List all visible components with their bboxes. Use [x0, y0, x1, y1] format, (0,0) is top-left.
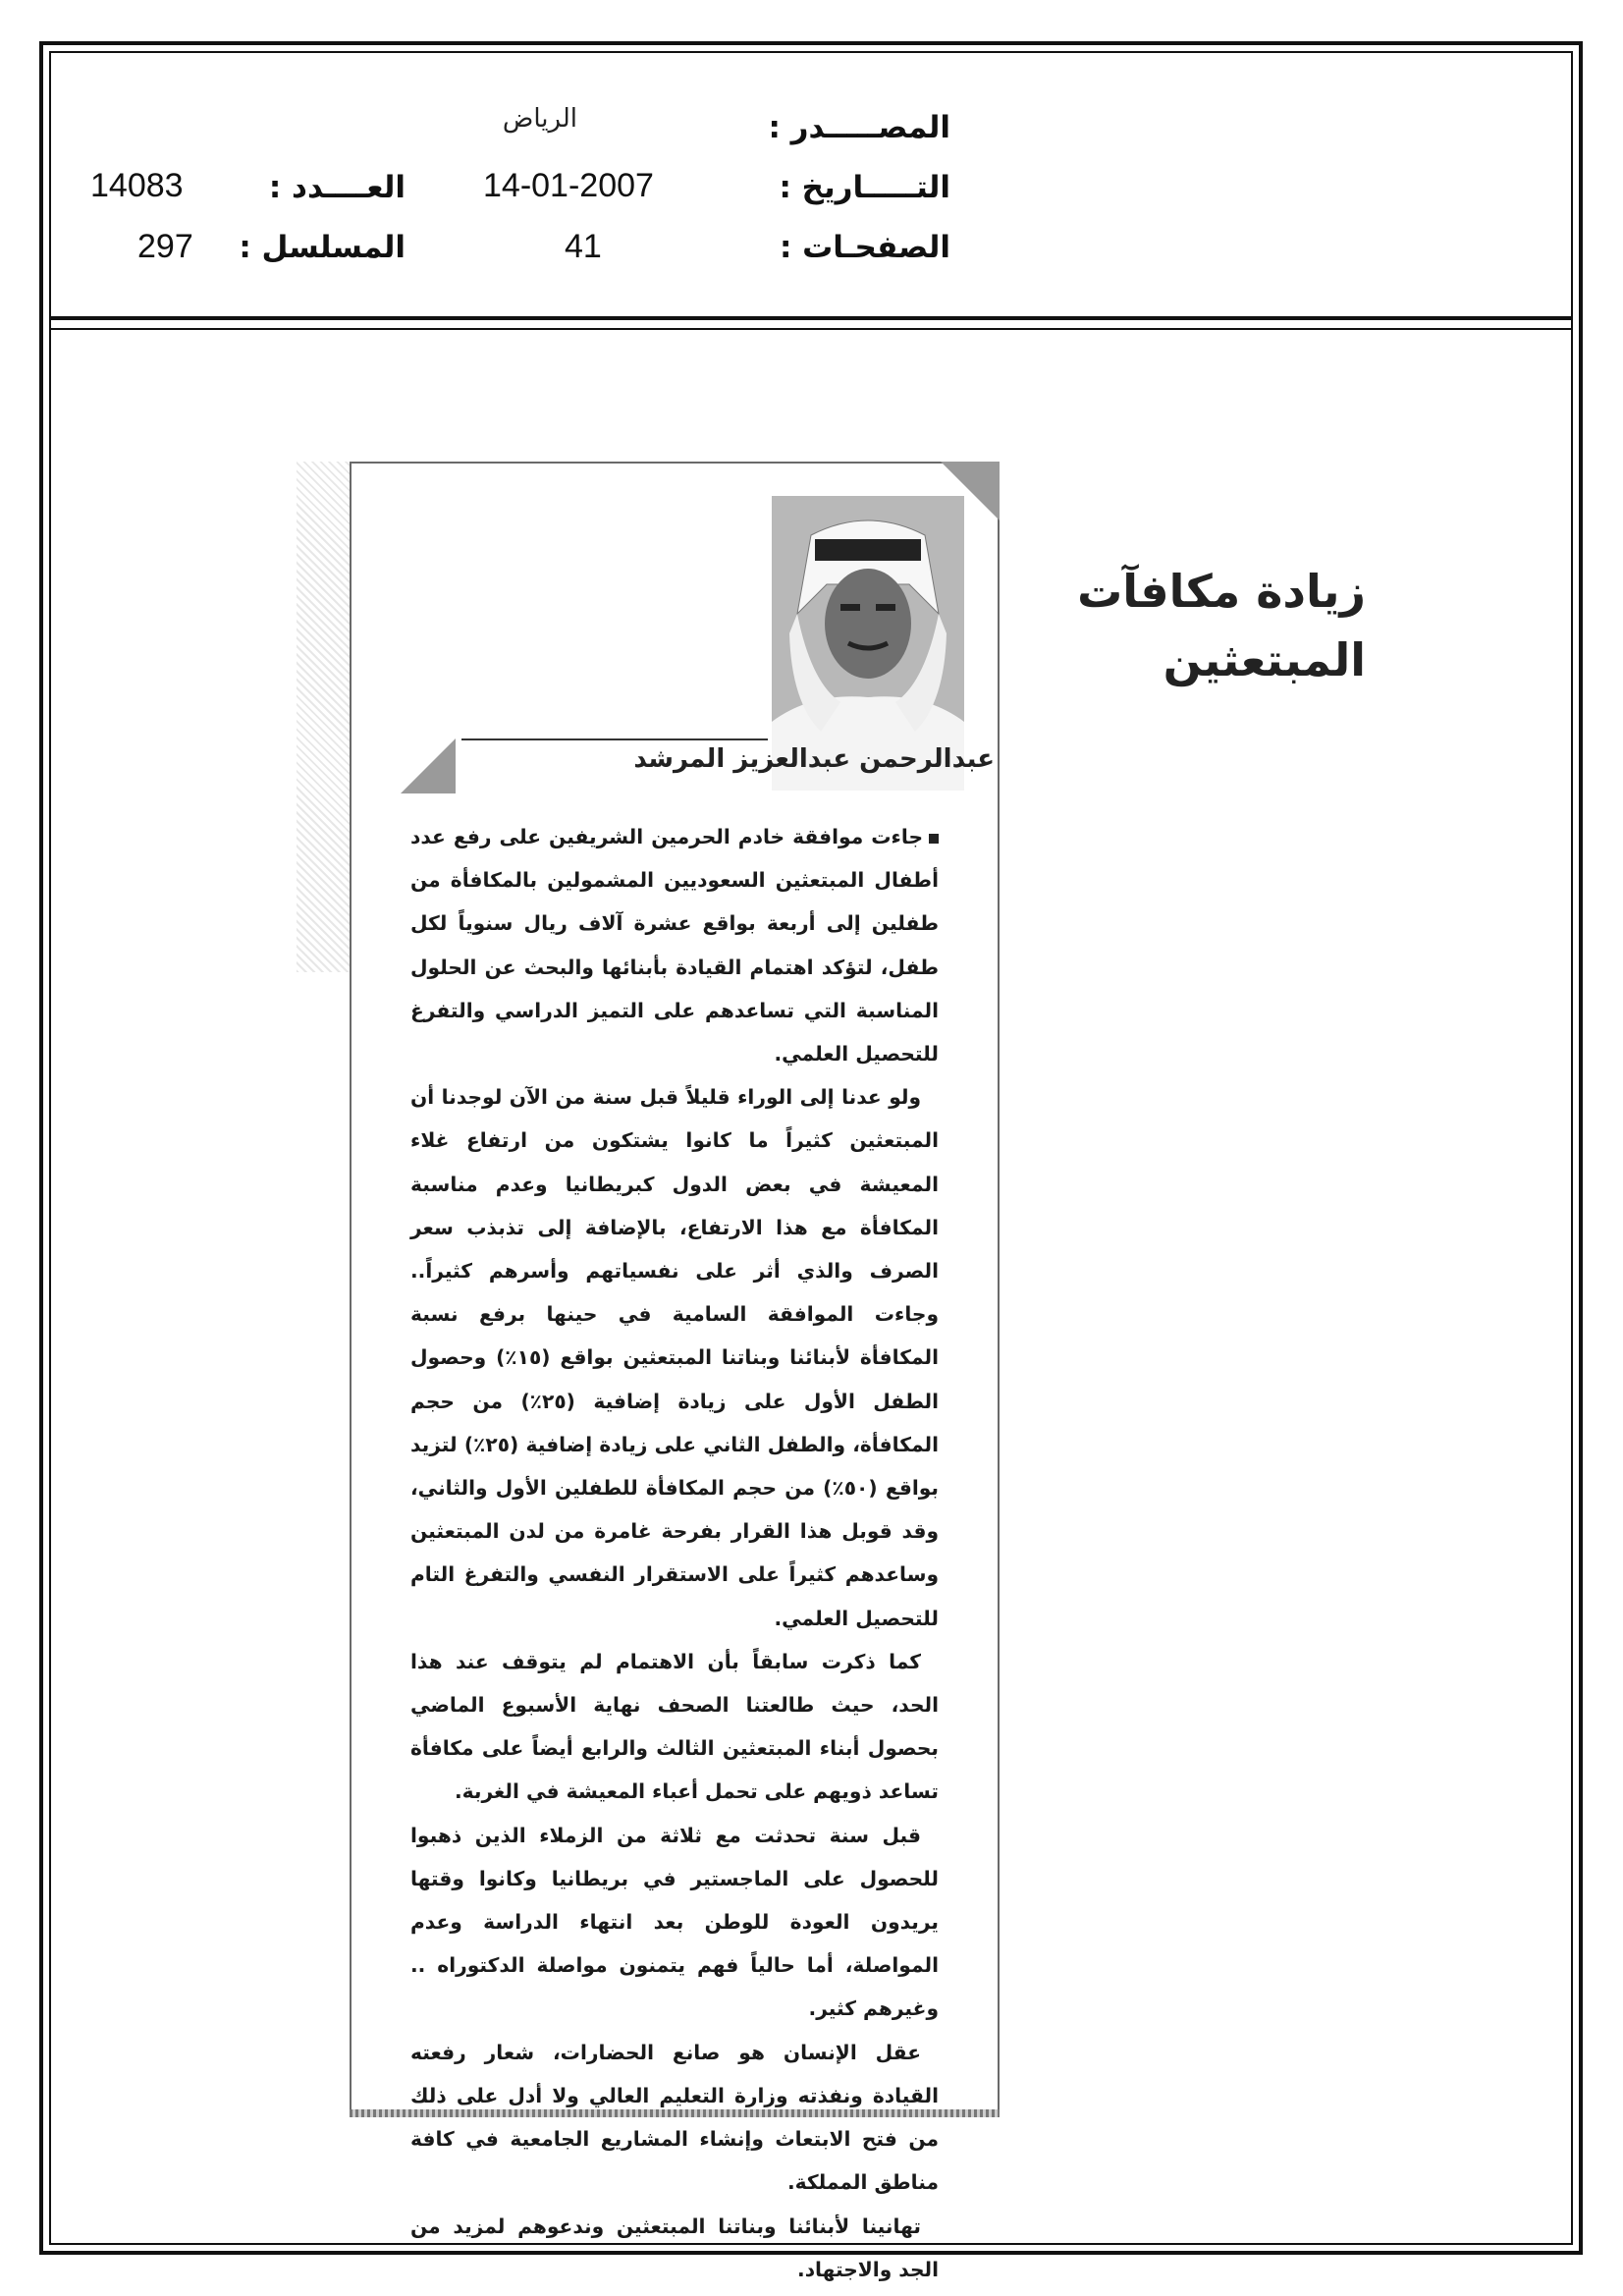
article-body: [410, 815, 939, 2291]
source-value: الرياض: [502, 104, 577, 134]
pages-value: 41: [565, 228, 602, 265]
date-label: التـــــاريخ :: [779, 170, 950, 205]
serial-value: 297: [137, 228, 193, 265]
header-divider: [49, 316, 1573, 320]
header-divider-inner: [49, 328, 1573, 330]
paragraph: كما ذكرت سابقاً بأن الاهتمام لم يتوقف عند هذا الحد، حيث طالعتنا الصحف نهاية الأسبوع الماضي بحصول أبناء المبتعثين الثالث والرابع أيضاً على مكافأة تساعد ذويهم على تحمل أعباء المعيشة في الغربة.: [410, 1649, 939, 1804]
source-label: المصـــــدر :: [768, 110, 950, 145]
issue-value: 14083: [90, 167, 184, 204]
byline-decoration: [401, 738, 456, 793]
paragraph: تهانينا لأبنائنا وبناتنا المبتعثين وندعوهم لمزيد من الجد والاجتهاد.: [410, 2214, 939, 2281]
paragraph: قبل سنة تحدثت مع ثلاثة من الزملاء الذين ذهبوا للحصول على الماجستير في بريطانيا وكانوا وقتها يريدون العودة للوطن بعد انتهاء الدراسة وعدم المواصلة، أما حالياً فهم يتمنون مواصلة الدكتوراه .. وغيرهم كثير.: [410, 1823, 939, 2021]
article-title-line1: زيادة مكافآت: [1077, 565, 1366, 618]
scan-shadow: [297, 462, 353, 972]
date-value: 14-01-2007: [483, 167, 654, 204]
bullet-icon: [929, 834, 939, 844]
serial-label: المسلسل :: [239, 230, 406, 265]
issue-label: العــــدد :: [268, 170, 406, 205]
article-title-line2: المبتعثين: [1163, 633, 1366, 686]
paragraph: جاءت موافقة خادم الحرمين الشريفين على رفع عدد أطفال المبتعثين السعوديين المشمولين بالمكافأة من طفلين إلى أربعة بواقع عشرة آلاف ريال سنوياً لكل طفل، لتؤكد اهتمام القيادة بأبنائها والبحث عن الحلول المناسبة التي تساعدهم على التميز الدراسي والتفرغ للتحصيل العلمي.: [410, 825, 939, 1066]
paragraph: عقل الإنسان هو صانع الحضارات، شعار رفعته القيادة ونفذته وزارة التعليم العالي ولا أدل على ذلك من فتح الابتعاث وإنشاء المشاريع الجامعية في كافة مناطق المملكة.: [410, 2040, 939, 2195]
paragraph: ولو عدنا إلى الوراء قليلاً قبل سنة من الآن لوجدنا أن المبتعثين كثيراً ما كانوا يشتكون من ارتفاع غلاء المعيشة في بعض الدول كبريطانيا وعدم مناسبة المكافأة مع هذا الارتفاع، بالإضافة إلى تذبذب سعر الصرف والذي أثر على نفسياتهم وأسرهم كثيراً.. وجاءت الموافقة السامية في حينها برفع نسبة المكافأة لأبنائنا وبناتنا المبتعثين بواقع (١٥٪) وحصول الطفل الأول على زيادة إضافية (٢٥٪) من حجم المكافأة، والطفل الثاني على زيادة إضافية (٢٥٪) لتزيد بواقع (٥٠٪) من حجم المكافأة للطفلين الأول والثاني، وقد قوبل هذا القرار بفرحة غامرة من لدن المبتعثين وساعدهم كثيراً على الاستقرار النفسي والتفرغ التام للتحصيل العلمي.: [410, 1085, 940, 1630]
article-author: عبدالرحمن عبدالعزيز المرشد: [633, 744, 995, 774]
pages-label: الصفحـات :: [779, 230, 950, 265]
